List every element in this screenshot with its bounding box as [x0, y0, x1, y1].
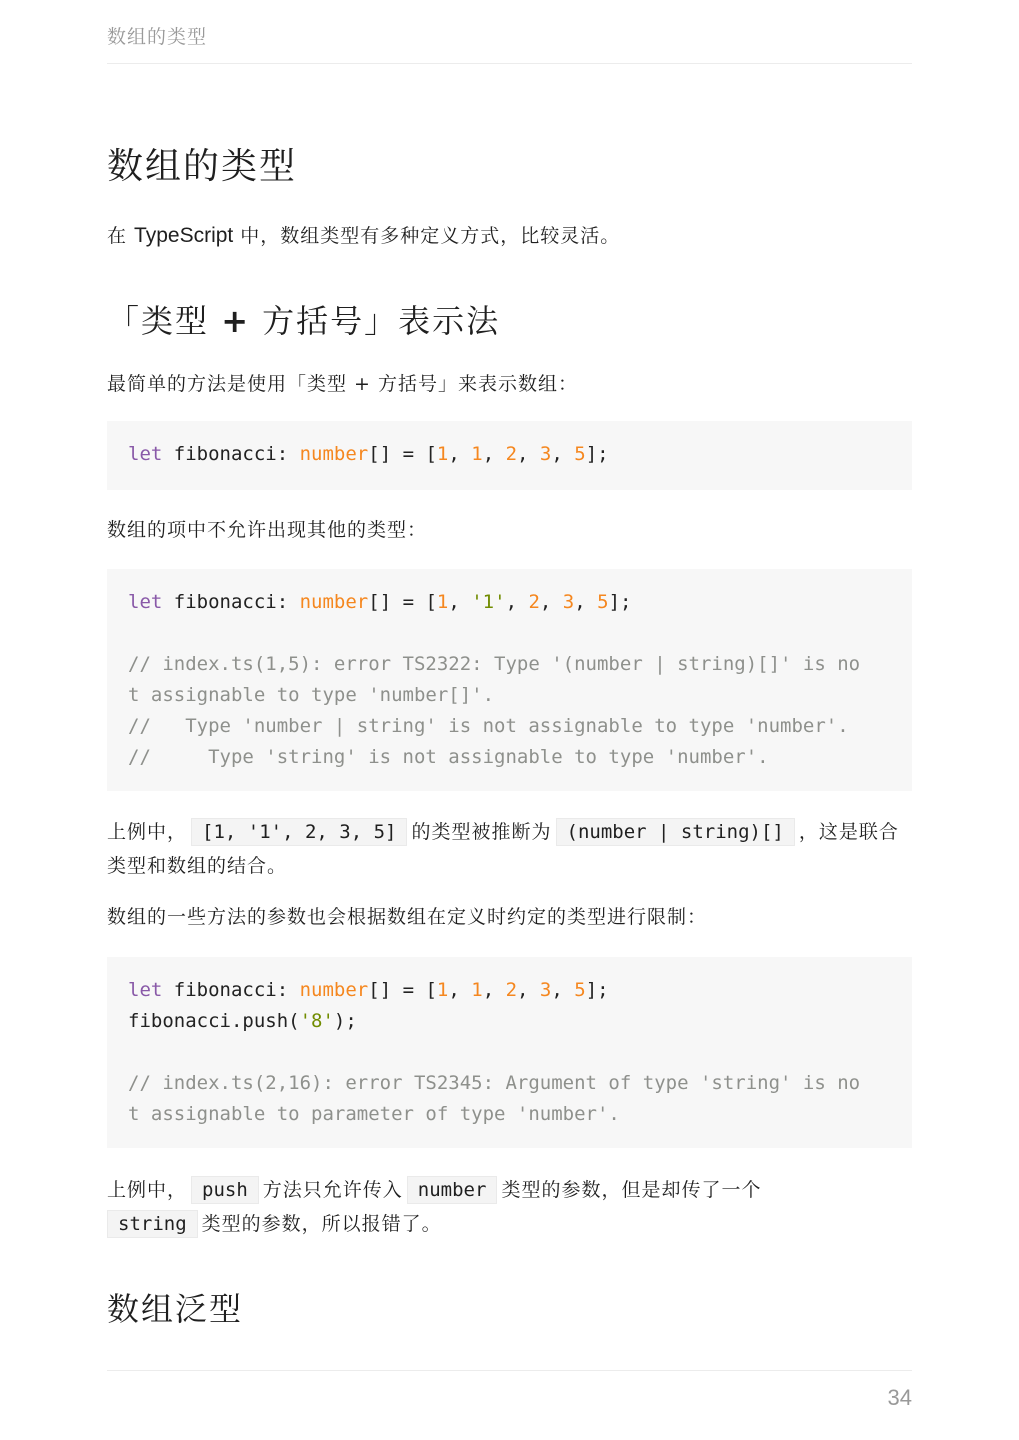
text: 的类型被推断为	[411, 821, 552, 843]
code-text: ];	[585, 979, 609, 1001]
code-text: fibonacci:	[162, 443, 300, 465]
code-type: number	[299, 591, 369, 613]
running-header-title: 数组的类型	[107, 26, 208, 48]
paragraph-simplest-method: 最简单的方法是使用「类型 + 方括号」来表示数组：	[107, 373, 579, 395]
code-number: 3	[539, 443, 552, 465]
code-number: 1	[436, 979, 449, 1001]
code-string: '8'	[299, 1010, 334, 1032]
code-number: 1	[436, 591, 449, 613]
inline-code: push	[191, 1176, 259, 1204]
inline-code: number	[407, 1176, 498, 1204]
code-keyword: let	[128, 591, 163, 613]
code-number: 2	[505, 979, 518, 1001]
code-number: 3	[562, 591, 575, 613]
text: 方法只允许传入	[262, 1179, 403, 1201]
inline-code: (number | string)[]	[556, 818, 795, 846]
text: 上例中，	[107, 1179, 188, 1201]
paragraph-push-explanation	[107, 1173, 837, 1241]
code-comment: // index.ts(1,5): error TS2322: Type '(number | string)[]' is no	[128, 653, 861, 675]
intro-paragraph	[107, 219, 912, 253]
code-text: ];	[585, 443, 609, 465]
code-block-basic-array: let fibonacci: number[] = [1, 1, 2, 3, 5];	[107, 421, 912, 490]
code-number: 2	[505, 443, 518, 465]
code-text: [] = [	[368, 591, 437, 613]
code-block-type-error: let fibonacci: number[] = [1, '1', 2, 3, 5]; // index.ts(1,5): error TS2322: Type '(number | string)[]' is no t assignable to type 'number[]'. // Type 'number | string' is not assignable to type 'number'. // Type 'string' is not assignable to type 'number'.	[107, 569, 912, 791]
code-string: '1'	[471, 591, 506, 613]
paragraph-no-other-types: 数组的项中不允许出现其他的类型：	[107, 519, 428, 541]
code-number: 5	[574, 443, 586, 465]
code-number: 1	[471, 443, 483, 465]
text: 上例中，	[107, 821, 188, 843]
heading-plus: +	[221, 302, 250, 340]
code-text: );	[333, 1010, 357, 1032]
code-type: number	[299, 443, 369, 465]
paragraph-inferred-union	[107, 815, 912, 883]
code-comment: // Type 'string' is not assignable to type 'number'.	[128, 746, 769, 768]
intro-text-1: 在	[107, 225, 135, 247]
code-text: fibonacci:	[162, 591, 300, 613]
page-footer	[107, 1370, 912, 1410]
code-text: fibonacci.push(	[128, 1010, 300, 1032]
paragraph-method-params: 数组的一些方法的参数也会根据数组在定义时约定的类型进行限制：	[107, 906, 708, 928]
text: 类型的参数，所以报错了。	[201, 1213, 442, 1235]
code-keyword: let	[128, 979, 163, 1001]
intro-text-2: 中，数组类型有多种定义方式，比较灵活。	[233, 225, 621, 247]
code-number: 1	[436, 443, 449, 465]
section-heading-array-generic: 数组泛型	[107, 1290, 244, 1328]
code-text: fibonacci:	[162, 979, 300, 1001]
code-number: 3	[539, 979, 552, 1001]
code-number: 2	[528, 591, 540, 613]
intro-brand: TypeScript	[134, 224, 234, 247]
inline-code: [1, '1', 2, 3, 5]	[191, 818, 407, 846]
inline-code: string	[107, 1210, 198, 1238]
code-block-push-error: let fibonacci: number[] = [1, 1, 2, 3, 5]; fibonacci.push('8'); // index.ts(2,16): error TS2345: Argument of type 'string' is no t assignable to parameter of type 'number'.	[107, 957, 912, 1148]
code-type: number	[299, 979, 369, 1001]
section-heading-type-brackets	[107, 296, 500, 342]
page-number: 34	[887, 1385, 912, 1410]
code-comment: t assignable to parameter of type 'number'.	[128, 1103, 620, 1125]
code-number: 5	[574, 979, 586, 1001]
heading-part-1: 「类型	[107, 302, 222, 340]
code-comment: // Type 'number | string' is not assignable to type 'number'.	[128, 715, 849, 737]
page-title: 数组的类型	[107, 146, 298, 187]
heading-part-2: 方括号」表示法	[250, 302, 501, 340]
code-text: [] = [	[368, 979, 437, 1001]
text: 类型的参数，但是却传了一个	[501, 1179, 762, 1201]
text: ，这是联合类型和数组的结合。	[107, 821, 899, 877]
code-comment: // index.ts(2,16): error TS2345: Argument of type 'string' is no	[128, 1072, 861, 1094]
code-comment: t assignable to type 'number[]'.	[128, 684, 495, 706]
code-number: 1	[471, 979, 483, 1001]
code-text: [] = [	[368, 443, 437, 465]
code-keyword: let	[128, 443, 163, 465]
code-text: ];	[608, 591, 632, 613]
code-number: 5	[597, 591, 609, 613]
running-header	[107, 22, 912, 64]
